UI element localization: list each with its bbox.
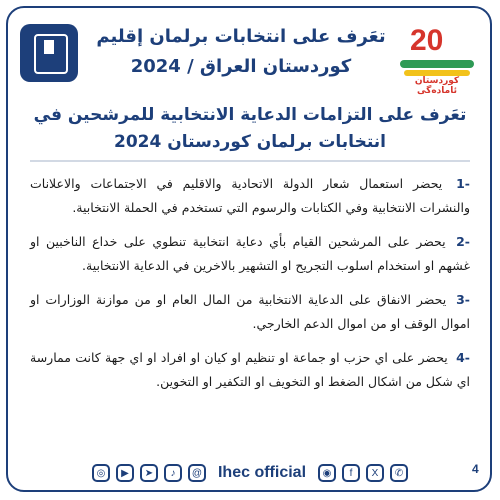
rule-text: يحضر الانفاق على الدعاية الانتخابية من المال العام او من موازنة الوزارات او اموال الوقف او من اموال الدعم الخارجي.: [30, 292, 470, 331]
badge-number: 20: [410, 24, 444, 57]
rules-list: [30, 172, 470, 404]
youtube-icon[interactable]: ▶: [116, 464, 134, 482]
rule-item: [30, 288, 470, 336]
ihec-logo: [20, 24, 78, 82]
rule-item: [30, 230, 470, 278]
facebook-icon[interactable]: f: [342, 464, 360, 482]
rule-text: يحضر على اي حزب او جماعة او تنظيم او كيان او افراد او اي جهة كانت ممارسة اي شكل من اشكال الضغط او التخويف او التكفير او التخوين.: [30, 350, 470, 389]
content-title: [30, 102, 470, 156]
rule-item: [30, 346, 470, 394]
x-icon[interactable]: X: [366, 464, 384, 482]
whatsapp-icon[interactable]: ✆: [390, 464, 408, 482]
rule-number: -4: [456, 350, 470, 365]
header-title-line2: كوردستان العراق / 2024: [130, 56, 352, 77]
page-number: 4: [472, 462, 479, 476]
web-icon[interactable]: ◎: [92, 464, 110, 482]
header-title: [86, 22, 396, 82]
rule-text: يحضر استعمال شعار الدولة الاتحادية والاقليم في الاجتماعات والاعلانات والنشرات الانتخابية وفي الكتابات والرسوم التي تستخدم في الحملة الانتخابية.: [30, 176, 470, 215]
content-title-line2: انتخابات برلمان كوردستان 2024: [114, 132, 386, 152]
badge-text: كوردستان ئامادەگی: [414, 76, 460, 96]
content-title-line1: تعَرف على التزامات الدعاية الانتخابية للمرشحين في: [33, 105, 467, 125]
header: [14, 14, 486, 96]
telegram-icon[interactable]: ➤: [140, 464, 158, 482]
rule-number: -2: [456, 234, 470, 249]
tiktok-icon[interactable]: ♪: [164, 464, 182, 482]
ballot-paper-icon: [44, 40, 54, 54]
rule-number: -3: [456, 292, 470, 307]
threads-icon[interactable]: @: [188, 464, 206, 482]
rule-text: يحضر على المرشحين القيام بأي دعاية انتخابية تنطوي على خداع الناخبين او غشهم او استخدام اسلوب التجريح او التشهير بالاخرين في الدعاية الانتخابية.: [30, 234, 470, 273]
header-title-line1: تعَرف على انتخابات برلمان إقليم: [96, 26, 386, 47]
instagram-icon[interactable]: ◉: [318, 464, 336, 482]
rule-item: [30, 172, 470, 220]
badge-swirl-green: [400, 60, 474, 68]
social-handle: Ihec official: [217, 464, 307, 481]
divider: [30, 160, 470, 162]
rule-number: -1: [456, 176, 470, 191]
footer: [90, 458, 410, 488]
election-badge: [394, 22, 480, 96]
